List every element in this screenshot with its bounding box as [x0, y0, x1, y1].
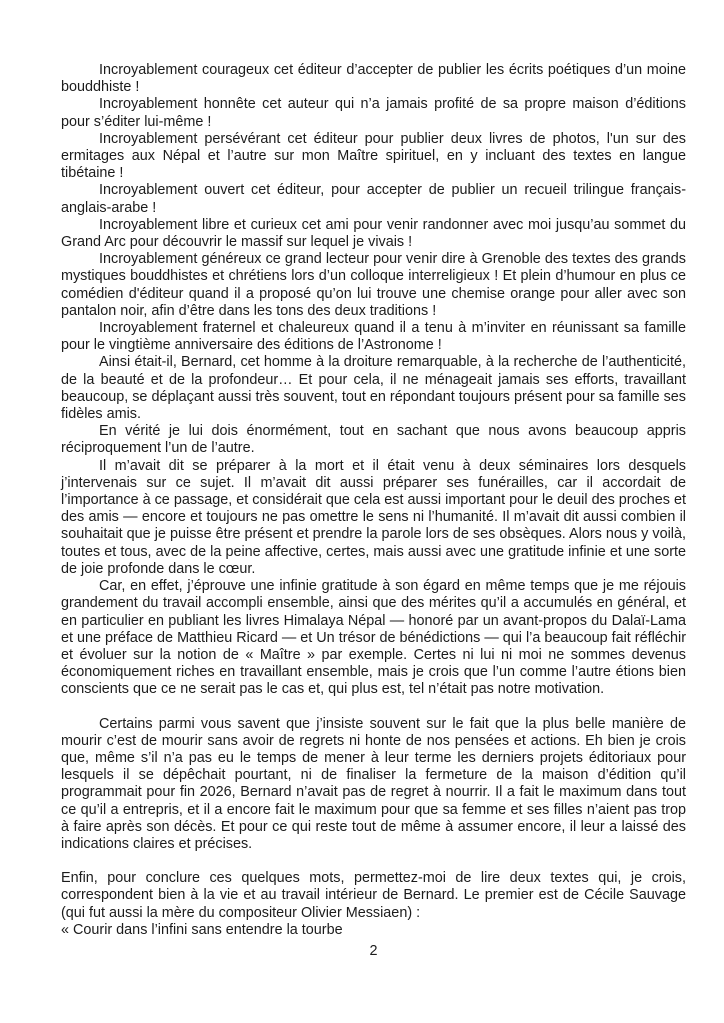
- paragraph-quote-line: « Courir dans l’infini sans entendre la tourbe: [61, 921, 343, 938]
- paragraph: Incroyablement persévérant cet éditeur pour publier deux livres de photos, l'un sur des ermitages aux Népal et l’autre sur mon Maître spirituel, en y incluant des textes en langue tibétaine !: [61, 130, 686, 182]
- paragraph: Incroyablement ouvert cet éditeur, pour accepter de publier un recueil trilingue français-anglais-arabe !: [61, 182, 686, 216]
- paragraph: Incroyablement généreux ce grand lecteur pour venir dire à Grenoble des textes des grands mystiques bouddhistes et chrétiens lors d’un colloque interreligieux ! Et plein d’humour en plus ce comédien d'éditeur quand il a proposé qu’on lui trouve une chemise orange pour aller avec son pantalon noir, afin d’être dans les tons des deux traditions !: [61, 251, 686, 319]
- text-column: [61, 62, 686, 960]
- paragraph: Enfin, pour conclure ces quelques mots, permettez-moi de lire deux textes qui, je crois, correspondent bien à la vie et au travail intérieur de Bernard. Le premier est de Cécile Sauvage (qui fut aussi la mère du compositeur Olivier Messiaen) :: [61, 870, 686, 921]
- paragraph: Incroyablement fraternel et chaleureux quand il a tenu à m’inviter en réunissant sa famille pour le vingtième anniversaire des éditions de l’Astronome !: [61, 320, 686, 354]
- page-number: 2: [369, 942, 378, 959]
- paragraph: Ainsi était-il, Bernard, cet homme à la droiture remarquable, à la recherche de l’authenticité, de la beauté et de la profondeur… Et pour cela, il ne ménageait jamais ses efforts, travaillant beaucoup, se déplaçant aussi très souvent, tout en répondant toujours présent pour sa famille ses fidèles amis.: [61, 354, 686, 423]
- paragraph: Il m’avait dit se préparer à la mort et il était venu à deux séminaires lors desquels j’intervenais sur ce sujet. Il m’avait dit aussi préparer ses funérailles, car il accordait de l’importance à ce passage, et considérait que cela est aussi important pour le deuil des proches et des amis — encore et toujours ne pas omettre le sens ni l’humanité. Il m’avait dit aussi combien il souhaitait que je puisse être présent et prendre la parole lors de ses obsèques. Alors nous y voilà, toutes et tous, avec de la peine affective, certes, mais aussi avec une gratitude infinie et une sorte de joie profonde dans le cœur.: [61, 457, 686, 577]
- paragraph: Incroyablement libre et curieux cet ami pour venir randonner avec moi jusqu’au sommet du Grand Arc pour découvrir le massif sur lequel je vivais !: [61, 216, 686, 251]
- paragraph: Incroyablement honnête cet auteur qui n’a jamais profité de sa propre maison d’éditions pour s’éditer lui-même !: [61, 96, 686, 130]
- paragraph: En vérité je lui dois énormément, tout en sachant que nous avons beaucoup appris réciproquement l’un de l’autre.: [61, 423, 686, 457]
- paragraph: Car, en effet, j’éprouve une infinie gratitude à son égard en même temps que je me réjouis grandement du travail accompli ensemble, ainsi que des mérites qu’il a accumulés en général, et en particulier en publiant les livres Himalaya Népal — honoré par un avant-propos du Dalaï-Lama et une préface de Matthieu Ricard — et Un trésor de bénédictions — qui l’a beaucoup fait réfléchir et évoluer sur la notion de « Maître » par exemple. Certes ni lui ni moi ne sommes devenus économiquement riches en travaillant ensemble, mais je crois que l’un comme l’autre étions bien conscients que ce ne serait pas le cas et, qui plus est, tel n’était pas notre motivation.: [61, 578, 686, 698]
- paragraph: Certains parmi vous savent que j’insiste souvent sur le fait que la plus belle manière de mourir c’est de mourir sans avoir de regrets ni honte de nos pensées et actions. Eh bien je crois que, même s’il n’a pas eu le temps de mener à leur terme les derniers projets éditoriaux pour lesquels il se dépêchait pourtant, ni de finaliser la fermeture de la maison d’édition qu’il programmait pour fin 2026, Bernard n’avait pas de regret à nourrir. Il a fait le maximum dans tout ce qu’il a entrepris, et il a encore fait le maximum pour que sa femme et ses filles n’aient pas trop à faire après son décès. Et pour ce qui reste tout de même à assumer encore, il leur a laissé des indications claires et précises.: [61, 715, 686, 852]
- paragraph: Incroyablement courageux cet éditeur d’accepter de publier les écrits poétiques d’un moine bouddhiste !: [61, 62, 686, 96]
